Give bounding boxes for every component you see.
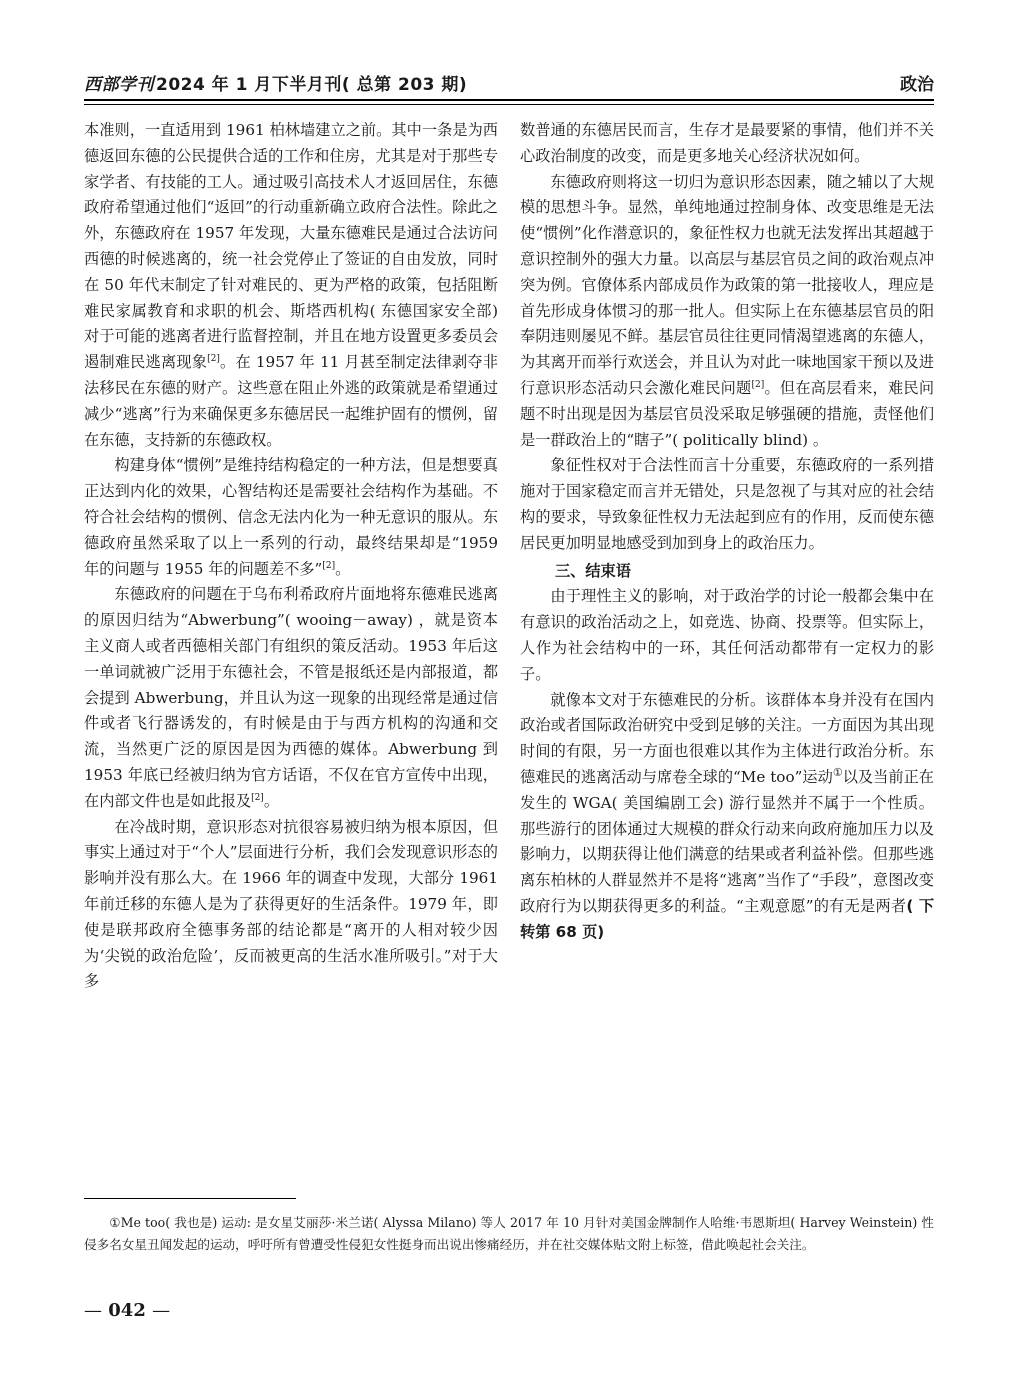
continued-note: ( 下转第 68 页) bbox=[520, 896, 935, 941]
section-heading: 三、结束语 bbox=[554, 561, 631, 580]
paragraph: 在冷战时期，意识形态对抗很容易被归纳为根本原因，但事实上通过对于“个人”层面进行分析，我们会发现意识形态的影响并没有那么大。在 1966 年的调查中发现，大部分 1961 年前迁移的东德人是为了获得更好的生活条件。1979 年，即使是联邦政府全德事务部的结论都是“离开的人相对较少因为‘尖锐的政治危险’，反而被更高的生活水准所吸引。”对于大多 bbox=[84, 817, 498, 991]
running-header bbox=[84, 70, 934, 100]
paragraph-text: 。 bbox=[263, 791, 279, 810]
paragraph bbox=[84, 582, 498, 814]
paragraph: 由于理性主义的影响，对于政治学的讨论一般都会集中在有意识的政治活动之上，如竞选、协商、投票等。但实际上，人作为社会结构中的一环，其任何活动都带有一定权力的影子。 bbox=[520, 587, 934, 683]
header-rule-thick bbox=[84, 99, 934, 101]
paragraph bbox=[84, 118, 498, 453]
paragraph-text: 。在 1957 年 11 月甚至制定法律剥夺非法移民在东德的财产。这些意在阻止外逃的政策就是希望通过减少“逃离”行为来确保更多东德居民一起维护固有的惯例，留在东德，支持新的东德政权。 bbox=[84, 353, 498, 449]
citation-ref: [2] bbox=[207, 354, 220, 365]
footnote-marker: ① bbox=[832, 765, 843, 779]
paragraph-text: 本准则，一直适用到 1961 柏林墙建立之前。其中一条是为西德返回东德的公民提供合适的工作和住房，尤其是对于那些专家学者、有技能的工人。通过吸引高技术人才返回居住，东德政府希望通过他们“返回”的行动重新确立政府合法性。除此之外，东德政府在 1957 年发现，大量东德难民是通过合法访问西德的时候逃离的，统一社会党停止了签证的自由发放，同时在 50 年代末制定了针对难民的、更为严格的政策，包括阻断难民家属教育和求职的机会、斯塔西机构( 东德国家安全部) 对于可能的逃离者进行监督控制，并且在地方设置更多委员会遏制难民逃离现象 bbox=[84, 121, 498, 372]
page-number-dash-left: — bbox=[84, 1300, 102, 1321]
left-column bbox=[84, 118, 498, 995]
paragraph-text: 就像本文对于东德难民的分析。该群体本身并没有在国内政治或者国际政治研究中受到足够的关注。一方面因为其出现时间的有限，另一方面也很难以其作为主体进行政治分析。东德难民的逃离活动与席卷全球的“Me too”运动 bbox=[520, 690, 934, 786]
paragraph-text: 东德政府的问题在于乌布利希政府片面地将东德难民逃离的原因归结为“Abwerbung”( wooing－away) ，就是资本主义商人或者西德相关部门有组织的策反活动。1953 年后这一单词就被广泛用于东德社会，不管是报纸还是内部报道，都会提到 Abwerbung，并且认为这一现象的出现经常是通过信件或者飞行器诱发的，有时候是由于与西方机构的沟通和交流，当然更广泛的原因是因为西德的媒体。Abwerbung 到 1953 年底已经被归纳为官方话语，不仅在官方宣传中出现，在内部文件也是如此报及 bbox=[84, 585, 498, 810]
paragraph-text: 。但在高层看来，难民问题不时出现是因为基层官员没采取足够强硬的措施，责怪他们是一群政治上的“瞎子”( politically blind) 。 bbox=[520, 378, 935, 449]
paragraph bbox=[520, 170, 934, 454]
footnote: ①Me too( 我也是) 运动: 是女星艾丽莎·米兰诺( Alyssa Milano) 等人 2017 年 10 月针对美国金牌制作人哈维·韦恩斯坦( Harvey Weinstein) 性侵多名女星丑闻发起的运动，呼吁所有曾遭受性侵犯女性挺身而出说出惨痛经历，并在社交媒体贴文附上标签，借此唤起社会关注。 bbox=[84, 1215, 934, 1252]
paragraph-text: 。 bbox=[335, 559, 351, 578]
paragraph: 象征性权对于合法性而言十分重要，东德政府的一系列措施对于国家稳定而言并无错处，只是忽视了与其对应的社会结构的要求，导致象征性权力无法起到应有的作用，反而使东德居民更加明显地感受到加到身上的政治压力。 bbox=[520, 456, 934, 552]
footnote-rule bbox=[84, 1198, 296, 1199]
citation-ref: [2] bbox=[251, 792, 264, 803]
journal-issue-line bbox=[84, 70, 467, 95]
right-column bbox=[520, 118, 934, 946]
section-label: 政治 bbox=[900, 75, 934, 95]
page-number-dash-right: — bbox=[152, 1300, 171, 1321]
paragraph bbox=[84, 453, 498, 582]
page-number bbox=[84, 1300, 170, 1321]
page-number-value: 042 bbox=[108, 1300, 146, 1321]
paragraph-text: 东德政府则将这一切归为意识形态因素，随之辅以了大规模的思想斗争。显然，单纯地通过控制身体、改变思维是无法使“惯例”化作潜意识的，象征性权力也就无法发挥出其超越于意识控制外的强大力量。以高层与基层官员之间的政治观点冲突为例。官僚体系内部成员作为政策的第一批接收人，理应是首先形成身体惯习的那一批人。但实际上在东德基层官员的阳奉阴违则屡见不鲜。基层官员往往更同情渴望逃离的东德人，为其离开而举行欢送会，并且认为对此一味地国家干预以及进行意识形态活动只会激化难民问题 bbox=[520, 172, 934, 397]
paragraph-text: 以及当前正在发生的 WGA( 美国编剧工会) 游行显然并不属于一个性质。那些游行的团体通过大规模的群众行动来向政府施加压力以及影响力，以期获得让他们满意的结果或者利益补偿。但那些逃离东柏林的人群显然并不是将“逃离”当作了“手段”，意图改变政府行为以期获得更多的利益。“主观意愿”的有无是两者 bbox=[520, 767, 934, 915]
paragraph bbox=[520, 688, 934, 946]
paragraph-text: 构建身体“惯例”是维持结构稳定的一种方法，但是想要真正达到内化的效果，心智结构还是需要社会结构作为基础。不符合社会结构的惯例、信念无法内化为一种无意识的服从。东德政府虽然采取了以上一系列的行动，最终结果却是“1959 年的问题与 1955 年的问题差不多” bbox=[84, 456, 498, 578]
issue-label: 2024 年 1 月下半月刊( 总第 203 期) bbox=[156, 75, 468, 95]
journal-logo: 西部学刊 bbox=[84, 75, 154, 95]
header-rule-thin bbox=[84, 104, 934, 105]
citation-ref: [2] bbox=[322, 560, 336, 571]
paragraph: 数普通的东德居民而言，生存才是最要紧的事情，他们并不关心政治制度的改变，而是更多地关心经济状况如何。 bbox=[520, 121, 934, 165]
citation-ref: [2] bbox=[751, 379, 765, 390]
